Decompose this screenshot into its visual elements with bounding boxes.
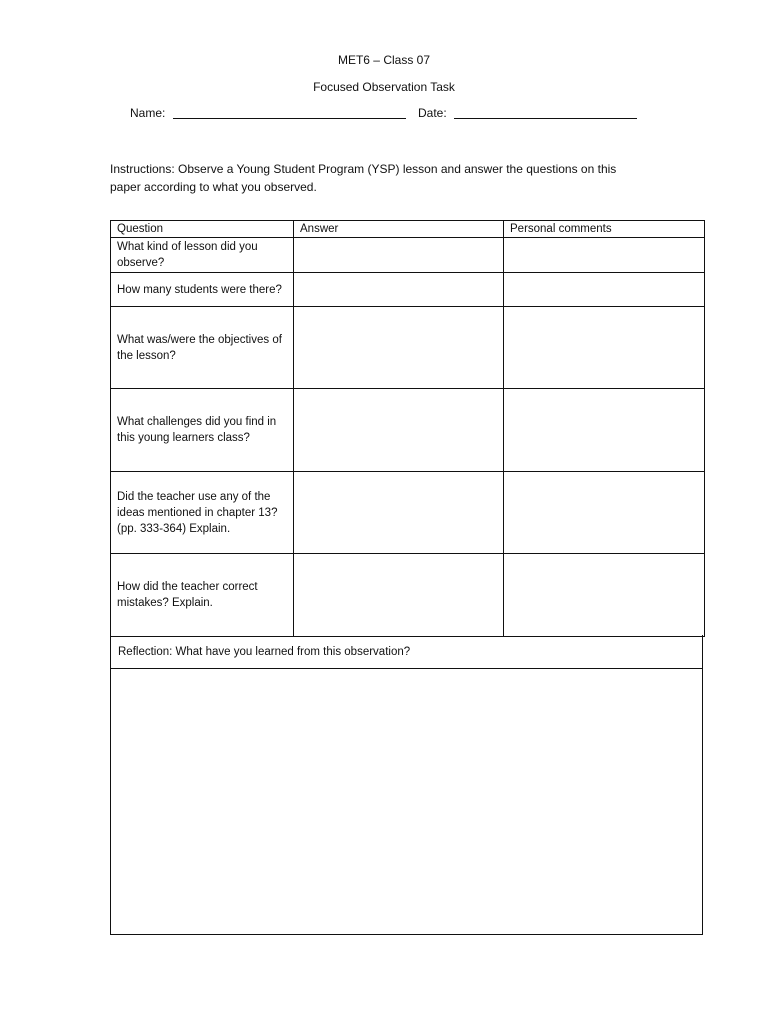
name-label: Name: xyxy=(130,106,166,120)
question-cell: How did the teacher correct mistakes? Explain. xyxy=(111,554,294,637)
instructions-line-2: paper according to what you observed. xyxy=(110,180,317,194)
question-cell: What kind of lesson did you observe? xyxy=(111,238,294,273)
table-row xyxy=(111,238,705,273)
table-row xyxy=(111,472,705,554)
answer-cell[interactable] xyxy=(294,389,504,472)
table-row xyxy=(111,554,705,637)
table-row xyxy=(111,273,705,307)
column-header-question: Question xyxy=(111,221,294,238)
column-header-personal-comments: Personal comments xyxy=(504,221,705,238)
question-cell: How many students were there? xyxy=(111,273,294,307)
answer-cell[interactable] xyxy=(294,273,504,307)
observation-table xyxy=(110,220,705,637)
comment-cell[interactable] xyxy=(504,554,705,637)
comment-cell[interactable] xyxy=(504,307,705,389)
reflection-section xyxy=(110,635,703,935)
question-cell: What was/were the objectives of the lesson? xyxy=(111,307,294,389)
answer-cell[interactable] xyxy=(294,554,504,637)
answer-cell[interactable] xyxy=(294,307,504,389)
column-header-answer: Answer xyxy=(294,221,504,238)
reflection-label: Reflection: What have you learned from this observation? xyxy=(111,635,702,669)
comment-cell[interactable] xyxy=(504,238,705,273)
document-subtitle: Focused Observation Task xyxy=(313,80,455,94)
table-row xyxy=(111,307,705,389)
comment-cell[interactable] xyxy=(504,389,705,472)
document-title: MET6 – Class 07 xyxy=(337,53,431,67)
question-cell: Did the teacher use any of the ideas mentioned in chapter 13? (pp. 333-364) Explain. xyxy=(111,472,294,554)
date-field[interactable] xyxy=(454,106,637,119)
table-header-row xyxy=(111,221,705,238)
date-label: Date: xyxy=(418,106,447,120)
instructions-line-1: Instructions: Observe a Young Student Program (YSP) lesson and answer the questions on this xyxy=(110,162,617,176)
question-cell: What challenges did you find in this young learners class? xyxy=(111,389,294,472)
answer-cell[interactable] xyxy=(294,472,504,554)
table-row xyxy=(111,389,705,472)
name-field[interactable] xyxy=(173,106,406,119)
comment-cell[interactable] xyxy=(504,273,705,307)
reflection-answer-area[interactable] xyxy=(111,669,702,935)
comment-cell[interactable] xyxy=(504,472,705,554)
answer-cell[interactable] xyxy=(294,238,504,273)
